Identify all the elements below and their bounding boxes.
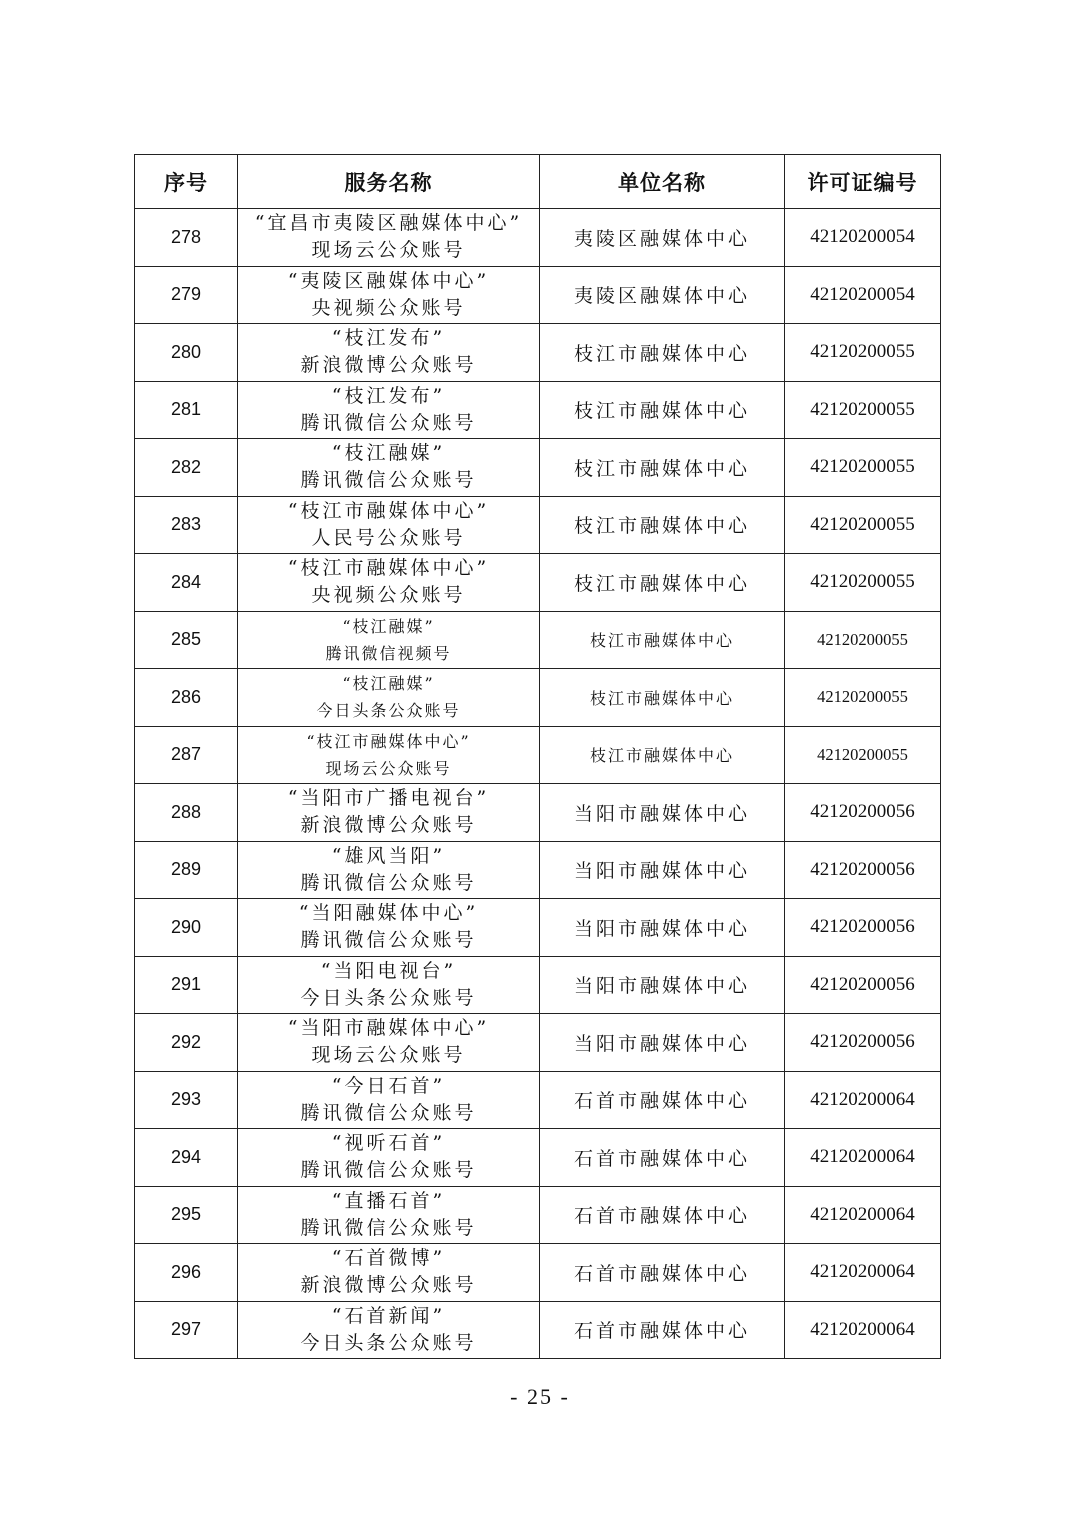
table-row <box>135 266 941 324</box>
cell-license-number: 42120200064 <box>785 1244 941 1302</box>
cell-unit-name: 当阳市融媒体中心 <box>540 841 785 899</box>
cell-unit-name: 枝江市融媒体中心 <box>540 381 785 439</box>
table-row <box>135 1244 941 1302</box>
cell-unit-name: 石首市融媒体中心 <box>540 1129 785 1187</box>
cell-service-name <box>238 611 540 669</box>
cell-serial-number: 288 <box>135 784 238 842</box>
cell-serial-number: 297 <box>135 1301 238 1359</box>
cell-service-name <box>238 899 540 957</box>
service-name-line-2: 央视频公众账号 <box>311 296 466 319</box>
cell-unit-name: 石首市融媒体中心 <box>540 1071 785 1129</box>
cell-unit-name: 当阳市融媒体中心 <box>540 899 785 957</box>
service-name-line-2: 腾讯微信公众账号 <box>300 871 477 894</box>
service-name-line-2: 腾讯微信公众账号 <box>300 1159 477 1182</box>
cell-license-number: 42120200055 <box>785 496 941 554</box>
cell-serial-number: 293 <box>135 1071 238 1129</box>
cell-unit-name: 枝江市融媒体中心 <box>540 611 785 669</box>
cell-serial-number: 280 <box>135 324 238 382</box>
service-name-line-2: 腾讯微信公众账号 <box>300 469 477 492</box>
service-name-line-2: 腾讯微信公众账号 <box>300 1216 477 1239</box>
table-row <box>135 899 941 957</box>
table-row <box>135 496 941 554</box>
cell-license-number: 42120200055 <box>785 324 941 382</box>
header-unit-name: 单位名称 <box>540 155 785 209</box>
cell-license-number: 42120200055 <box>785 381 941 439</box>
cell-license-number: 42120200056 <box>785 841 941 899</box>
cell-license-number: 42120200056 <box>785 1014 941 1072</box>
cell-unit-name: 当阳市融媒体中心 <box>540 1014 785 1072</box>
cell-license-number: 42120200064 <box>785 1129 941 1187</box>
cell-unit-name: 夷陵区融媒体中心 <box>540 209 785 267</box>
service-name-line-1: “视听石首” <box>331 1132 446 1155</box>
service-name-line-2: 新浪微博公众账号 <box>300 814 477 837</box>
service-name-line-2: 新浪微博公众账号 <box>300 354 477 377</box>
cell-serial-number: 294 <box>135 1129 238 1187</box>
service-name-line-2: 今日头条公众账号 <box>300 986 477 1009</box>
cell-serial-number: 295 <box>135 1186 238 1244</box>
table-body <box>135 209 941 1359</box>
cell-service-name <box>238 554 540 612</box>
cell-license-number: 42120200056 <box>785 956 941 1014</box>
service-name-line-1: “当阳电视台” <box>320 959 457 982</box>
cell-unit-name: 枝江市融媒体中心 <box>540 726 785 784</box>
service-name-line-1: “枝江发布” <box>331 327 446 350</box>
table-header <box>135 155 941 209</box>
cell-license-number: 42120200055 <box>785 726 941 784</box>
cell-service-name <box>238 956 540 1014</box>
service-name-line-2: 人民号公众账号 <box>311 526 466 549</box>
service-name-line-1: “当阳市融媒体中心” <box>287 1017 490 1040</box>
cell-serial-number: 296 <box>135 1244 238 1302</box>
table-row <box>135 381 941 439</box>
table-row <box>135 1301 941 1359</box>
cell-unit-name: 枝江市融媒体中心 <box>540 324 785 382</box>
cell-service-name <box>238 1129 540 1187</box>
cell-serial-number: 291 <box>135 956 238 1014</box>
header-row <box>135 155 941 209</box>
service-name-line-1: “直播石首” <box>331 1189 446 1212</box>
cell-service-name <box>238 1014 540 1072</box>
service-name-line-1: “夷陵区融媒体中心” <box>287 269 490 292</box>
cell-unit-name: 枝江市融媒体中心 <box>540 496 785 554</box>
header-serial-number: 序号 <box>135 155 238 209</box>
service-name-line-1: “石首新闻” <box>331 1304 446 1327</box>
table-row <box>135 209 941 267</box>
cell-service-name <box>238 266 540 324</box>
cell-serial-number: 278 <box>135 209 238 267</box>
cell-unit-name: 枝江市融媒体中心 <box>540 554 785 612</box>
cell-service-name <box>238 496 540 554</box>
page-number: - 25 - <box>510 1384 570 1409</box>
cell-license-number: 42120200055 <box>785 669 941 727</box>
table-row <box>135 1186 941 1244</box>
table-row <box>135 1071 941 1129</box>
table-row <box>135 1129 941 1187</box>
service-name-line-1: “雄风当阳” <box>331 844 446 867</box>
cell-unit-name: 当阳市融媒体中心 <box>540 956 785 1014</box>
service-name-line-1: “枝江市融媒体中心” <box>287 499 490 522</box>
service-name-line-2: 央视频公众账号 <box>311 584 466 607</box>
service-name-line-1: “枝江融媒” <box>342 616 435 636</box>
cell-service-name <box>238 1071 540 1129</box>
header-license-number: 许可证编号 <box>785 155 941 209</box>
table-row <box>135 669 941 727</box>
cell-license-number: 42120200056 <box>785 784 941 842</box>
cell-unit-name: 石首市融媒体中心 <box>540 1301 785 1359</box>
service-name-line-2: 腾讯微信公众账号 <box>300 411 477 434</box>
cell-license-number: 42120200056 <box>785 899 941 957</box>
license-table <box>134 154 941 1359</box>
cell-serial-number: 283 <box>135 496 238 554</box>
table-row <box>135 554 941 612</box>
cell-serial-number: 286 <box>135 669 238 727</box>
table-row <box>135 439 941 497</box>
service-name-line-1: “石首微博” <box>331 1247 446 1270</box>
service-name-line-1: “当阳融媒体中心” <box>298 902 479 925</box>
table-row <box>135 726 941 784</box>
table-row <box>135 956 941 1014</box>
cell-service-name <box>238 1244 540 1302</box>
service-name-line-2: 今日头条公众账号 <box>316 701 461 721</box>
cell-serial-number: 290 <box>135 899 238 957</box>
cell-license-number: 42120200055 <box>785 611 941 669</box>
cell-serial-number: 285 <box>135 611 238 669</box>
service-name-line-2: 现场云公众账号 <box>311 239 466 262</box>
cell-service-name <box>238 439 540 497</box>
table-row <box>135 324 941 382</box>
cell-service-name <box>238 669 540 727</box>
service-name-line-1: “当阳市广播电视台” <box>287 787 490 810</box>
cell-service-name <box>238 1186 540 1244</box>
service-name-line-1: “宜昌市夷陵区融媒体中心” <box>254 212 523 235</box>
service-name-line-1: “枝江市融媒体中心” <box>287 557 490 580</box>
table-row <box>135 611 941 669</box>
service-name-line-2: 新浪微博公众账号 <box>300 1274 477 1297</box>
cell-license-number: 42120200055 <box>785 439 941 497</box>
service-name-line-1: “枝江发布” <box>331 384 446 407</box>
cell-serial-number: 282 <box>135 439 238 497</box>
cell-unit-name: 石首市融媒体中心 <box>540 1186 785 1244</box>
service-name-line-2: 现场云公众账号 <box>325 758 452 778</box>
cell-service-name <box>238 726 540 784</box>
cell-serial-number: 289 <box>135 841 238 899</box>
service-name-line-2: 腾讯微信视频号 <box>325 643 452 663</box>
header-service-name: 服务名称 <box>238 155 540 209</box>
service-name-line-1: “今日石首” <box>331 1074 446 1097</box>
cell-license-number: 42120200054 <box>785 266 941 324</box>
cell-serial-number: 292 <box>135 1014 238 1072</box>
cell-license-number: 42120200055 <box>785 554 941 612</box>
cell-license-number: 42120200054 <box>785 209 941 267</box>
cell-service-name <box>238 1301 540 1359</box>
cell-unit-name: 石首市融媒体中心 <box>540 1244 785 1302</box>
table-row <box>135 784 941 842</box>
table-row <box>135 841 941 899</box>
cell-service-name <box>238 841 540 899</box>
table-row <box>135 1014 941 1072</box>
cell-service-name <box>238 324 540 382</box>
cell-serial-number: 287 <box>135 726 238 784</box>
cell-serial-number: 279 <box>135 266 238 324</box>
cell-unit-name: 夷陵区融媒体中心 <box>540 266 785 324</box>
license-table-container <box>134 154 940 1359</box>
service-name-line-2: 腾讯微信公众账号 <box>300 929 477 952</box>
cell-unit-name: 枝江市融媒体中心 <box>540 669 785 727</box>
cell-serial-number: 284 <box>135 554 238 612</box>
service-name-line-2: 现场云公众账号 <box>311 1044 466 1067</box>
cell-service-name <box>238 209 540 267</box>
cell-service-name <box>238 784 540 842</box>
service-name-line-2: 今日头条公众账号 <box>300 1331 477 1354</box>
cell-serial-number: 281 <box>135 381 238 439</box>
cell-unit-name: 枝江市融媒体中心 <box>540 439 785 497</box>
cell-license-number: 42120200064 <box>785 1071 941 1129</box>
service-name-line-1: “枝江市融媒体中心” <box>306 731 471 751</box>
cell-license-number: 42120200064 <box>785 1186 941 1244</box>
service-name-line-1: “枝江融媒” <box>342 674 435 694</box>
cell-unit-name: 当阳市融媒体中心 <box>540 784 785 842</box>
service-name-line-1: “枝江融媒” <box>331 442 446 465</box>
cell-service-name <box>238 381 540 439</box>
cell-license-number: 42120200064 <box>785 1301 941 1359</box>
service-name-line-2: 腾讯微信公众账号 <box>300 1101 477 1124</box>
